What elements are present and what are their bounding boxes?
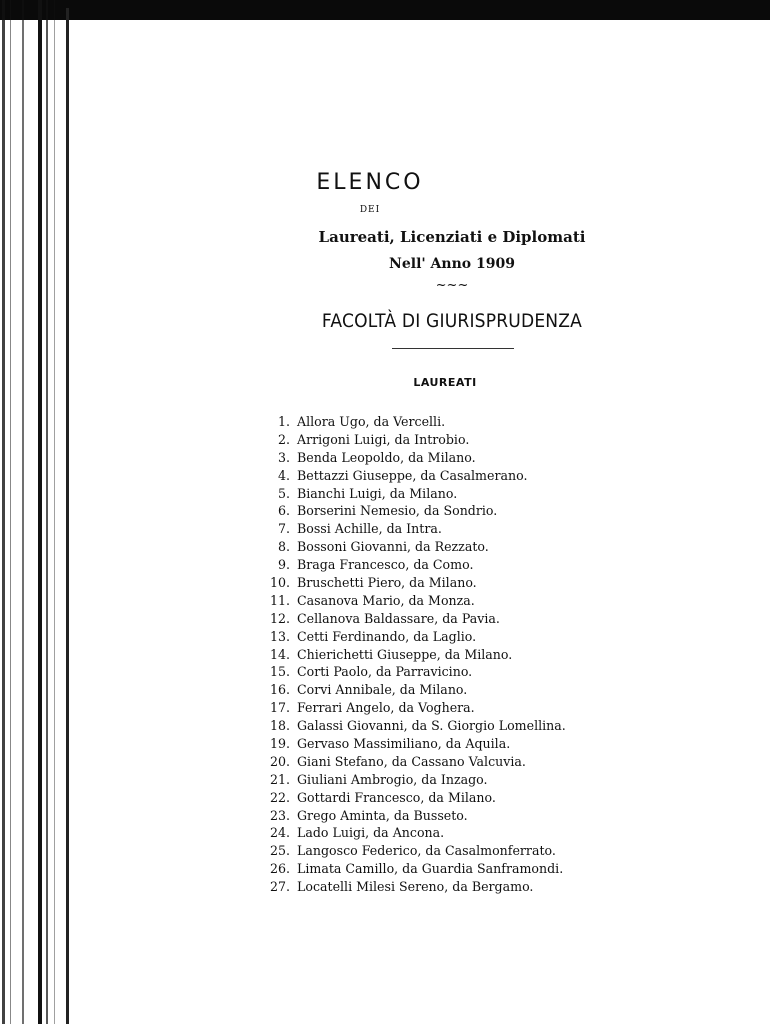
document-title: ELENCO xyxy=(316,170,424,195)
list-item xyxy=(262,592,732,610)
list-item xyxy=(262,431,732,449)
list-item xyxy=(262,449,732,467)
list-item-entry: Langosco Federico, da Casalmonferrato. xyxy=(297,843,556,859)
list-item-number: 15. xyxy=(269,664,290,680)
list-item-entry: Arrigoni Luigi, da Introbio. xyxy=(297,431,470,447)
list-item xyxy=(262,753,732,771)
list-item xyxy=(262,520,732,538)
list-item-number: 14. xyxy=(269,646,290,662)
list-item xyxy=(262,538,732,556)
list-item-number: 8. xyxy=(277,539,290,555)
list-item-entry: Cellanova Baldassare, da Pavia. xyxy=(297,610,500,626)
list-item-number: 9. xyxy=(277,557,290,573)
list-item-entry: Bossoni Giovanni, da Rezzato. xyxy=(297,539,489,555)
list-item-number: 3. xyxy=(277,449,290,465)
list-item-entry: Bettazzi Giuseppe, da Casalmerano. xyxy=(297,467,528,483)
list-item-number: 21. xyxy=(269,771,290,787)
ornament-divider: ~~~ xyxy=(435,278,469,293)
list-item-entry: Allora Ugo, da Vercelli. xyxy=(297,414,446,429)
list-item xyxy=(262,502,732,520)
list-item xyxy=(262,467,732,485)
list-item-number: 6. xyxy=(277,503,290,519)
title-connector: DEI xyxy=(359,205,381,215)
list-item-number: 18. xyxy=(269,718,290,734)
list-item-number: 4. xyxy=(277,467,290,483)
list-item-entry: Casanova Mario, da Monza. xyxy=(297,592,475,608)
list-item-entry: Corti Paolo, da Parravicino. xyxy=(297,664,473,680)
list-item xyxy=(262,485,732,503)
faculty-title: FACOLTÀ DI GIURISPRUDENZA xyxy=(321,310,583,332)
list-item-number: 17. xyxy=(269,700,290,716)
list-item-number: 24. xyxy=(269,825,290,841)
list-item xyxy=(262,842,732,860)
list-item xyxy=(262,628,732,646)
list-item xyxy=(262,717,732,735)
list-item-number: 12. xyxy=(269,610,290,626)
document-subtitle: Laureati, Licenziati e Diplomati xyxy=(318,228,586,246)
book-binding-edge xyxy=(0,0,72,1024)
list-item-number: 23. xyxy=(269,807,290,823)
graduates-list xyxy=(262,413,732,896)
list-item-entry: Bruschetti Piero, da Milano. xyxy=(297,575,477,591)
list-item-entry: Grego Aminta, da Busseto. xyxy=(297,807,468,823)
year-line: Nell' Anno 1909 xyxy=(389,256,515,272)
list-item-number: 25. xyxy=(269,843,290,859)
list-item xyxy=(262,556,732,574)
scan-top-border xyxy=(0,0,770,20)
list-item xyxy=(262,789,732,807)
list-item-entry: Gervaso Massimiliano, da Aquila. xyxy=(297,736,511,752)
list-item xyxy=(262,646,732,664)
list-item-entry: Limata Camillo, da Guardia Sanframondi. xyxy=(297,861,564,877)
list-item-entry: Bianchi Luigi, da Milano. xyxy=(297,485,458,501)
list-item xyxy=(262,413,732,431)
list-item-entry: Benda Leopoldo, da Milano. xyxy=(297,449,476,465)
list-item-number: 16. xyxy=(269,682,290,698)
list-item-number: 7. xyxy=(277,521,290,537)
list-item-number: 27. xyxy=(269,879,290,895)
list-item xyxy=(262,699,732,717)
list-item-entry: Giani Stefano, da Cassano Valcuvia. xyxy=(297,753,526,769)
list-item xyxy=(262,878,732,896)
list-item xyxy=(262,771,732,789)
list-item xyxy=(262,681,732,699)
list-item-number: 2. xyxy=(277,431,290,447)
list-item-entry: Cetti Ferdinando, da Laglio. xyxy=(297,628,477,644)
list-item-number: 11. xyxy=(269,592,290,608)
list-item-number: 13. xyxy=(269,628,290,644)
list-item xyxy=(262,610,732,628)
list-item-entry: Bossi Achille, da Intra. xyxy=(297,521,442,537)
list-item-number: 22. xyxy=(269,789,290,805)
list-item-entry: Locatelli Milesi Sereno, da Bergamo. xyxy=(297,879,534,895)
list-item xyxy=(262,824,732,842)
page-gutter-line xyxy=(66,8,69,1024)
section-heading: LAUREATI xyxy=(413,376,477,389)
list-item-entry: Gottardi Francesco, da Milano. xyxy=(297,789,496,805)
list-item-entry: Lado Luigi, da Ancona. xyxy=(297,825,445,841)
list-item-entry: Giuliani Ambrogio, da Inzago. xyxy=(297,771,488,787)
list-item xyxy=(262,735,732,753)
list-item-entry: Chierichetti Giuseppe, da Milano. xyxy=(297,646,513,662)
list-item xyxy=(262,574,732,592)
list-item-entry: Ferrari Angelo, da Voghera. xyxy=(297,700,475,716)
list-item-entry: Corvi Annibale, da Milano. xyxy=(297,682,468,698)
section-rule xyxy=(392,348,514,349)
list-item xyxy=(262,663,732,681)
list-item xyxy=(262,807,732,825)
list-item-number: 26. xyxy=(269,861,290,877)
list-item-number: 20. xyxy=(269,753,290,769)
list-item-entry: Borserini Nemesio, da Sondrio. xyxy=(297,503,498,519)
list-item-entry: Galassi Giovanni, da S. Giorgio Lomellina. xyxy=(297,718,566,734)
list-item-number: 5. xyxy=(277,485,290,501)
list-item-number: 10. xyxy=(269,575,290,591)
list-item-number: 19. xyxy=(269,736,290,752)
list-item-number: 1. xyxy=(277,414,290,429)
list-item-entry: Braga Francesco, da Como. xyxy=(297,557,474,573)
list-item xyxy=(262,860,732,878)
